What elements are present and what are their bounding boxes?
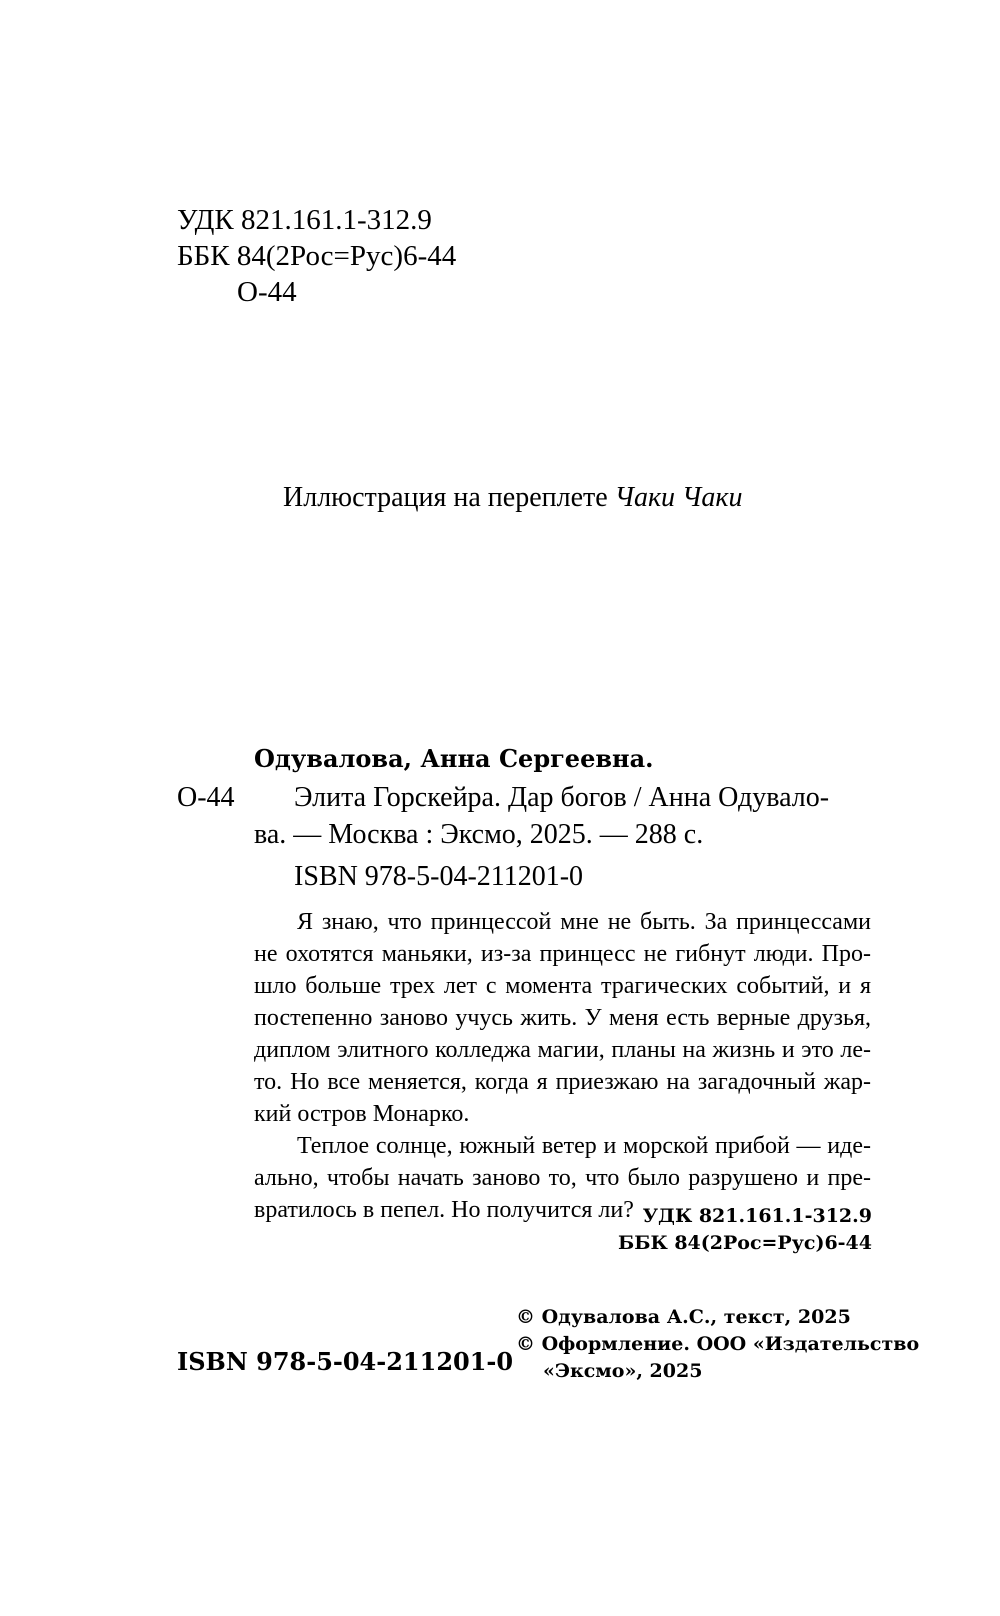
illustration-credit <box>283 482 742 514</box>
copyright-text: © Одувалова А.С., текст, 2025 <box>516 1306 851 1328</box>
footer-isbn: ISBN 978-5-04-211201-0 <box>177 1347 514 1376</box>
annotation-line: кий остров Монарко. <box>254 1101 470 1127</box>
entry-title-line-1: Элита Горскейра. Дар богов / Анна Одувало- <box>294 782 830 813</box>
annotation-line: не охотятся маньяки, из-за принцесс не гибнут люди. Про- <box>254 941 871 967</box>
copyright-publisher: «Эксмо», 2025 <box>543 1360 703 1382</box>
entry-code: О-44 <box>177 782 235 813</box>
annotation-line: постепенно заново учусь жить. У меня есть верные друзья, <box>254 1005 871 1031</box>
entry-title-line-2: ва. — Москва : Эксмо, 2025. — 288 с. <box>254 819 704 850</box>
annotation-line: Теплое солнце, южный ветер и морской прибой — иде- <box>297 1133 871 1159</box>
bbk-code: ББК 84(2Рос=Рус)6-44 <box>177 240 457 272</box>
illustration-prefix: Иллюстрация на переплете <box>283 482 615 513</box>
udk-code-bottom: УДК 821.161.1-312.9 <box>642 1205 872 1227</box>
annotation <box>254 906 871 1226</box>
udk-code: УДК 821.161.1-312.9 <box>177 204 432 236</box>
annotation-line: шло больше трех лет с момента трагических событий, и я <box>254 973 871 999</box>
copyright-design: © Оформление. ООО «Издательство <box>516 1333 920 1355</box>
illustration-artist: Чаки Чаки <box>614 482 743 513</box>
annotation-line: Я знаю, что принцессой мне не быть. За принцессами <box>297 909 871 935</box>
entry-author: Одувалова, Анна Сергеевна. <box>254 744 654 773</box>
author-mark: О-44 <box>237 276 297 308</box>
annotation-line: ально, чтобы начать заново то, что было разрушено и пре- <box>254 1165 871 1191</box>
bbk-code-bottom: ББК 84(2Рос=Рус)6-44 <box>617 1232 872 1254</box>
annotation-line: вратилось в пепел. Но получится ли? <box>254 1197 634 1223</box>
annotation-line: диплом элитного колледжа магии, планы на жизнь и это ле- <box>254 1037 871 1063</box>
annotation-line: то. Но все меняется, когда я приезжаю на загадочный жар- <box>254 1069 871 1095</box>
entry-isbn: ISBN 978-5-04-211201-0 <box>294 861 584 892</box>
